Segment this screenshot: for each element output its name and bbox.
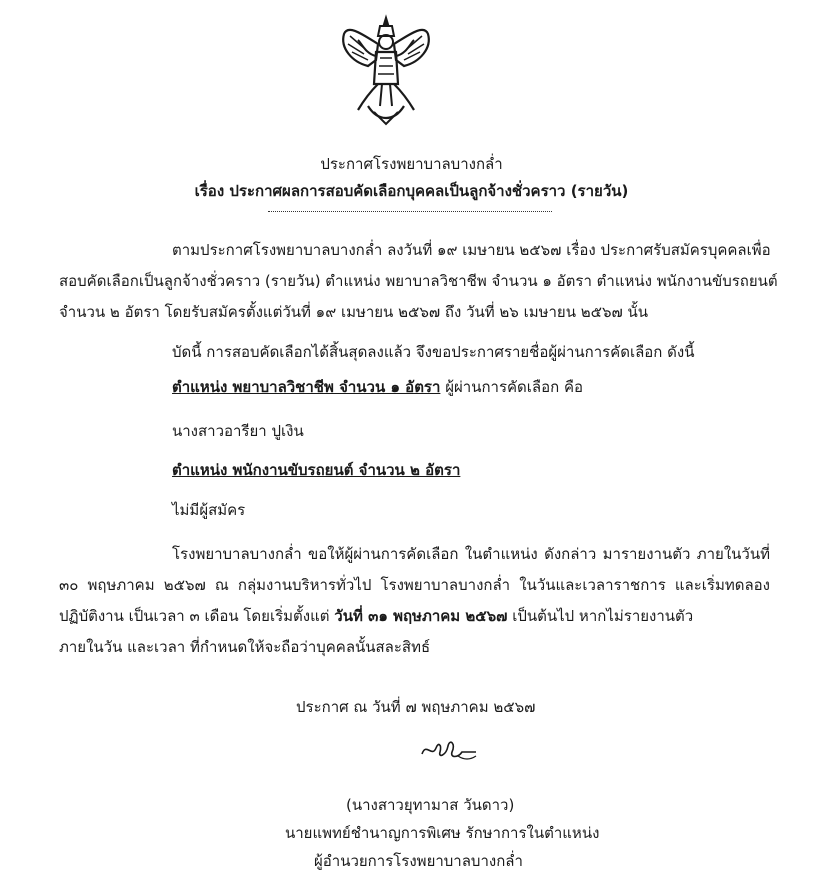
para1-line3: จำนวน ๒ อัตรา โดยรับสมัครตั้งแต่วันที่ ๑๙ เมษายน ๒๕๖๗ ถึง วันที่ ๒๖ เมษายน ๒๕๖๗ นั้น [59, 303, 649, 321]
para3-line3-end: เป็นต้นไป หากไม่รายงานตัว [507, 607, 694, 625]
garuda-emblem-icon [338, 14, 434, 126]
position1-label: ตำแหน่ง พยาบาลวิชาชีพ จำนวน ๑ อัตรา [172, 378, 441, 396]
signer-title: นายแพทย์ชำนาญการพิเศษ รักษาการในตำแหน่ง [285, 824, 600, 842]
para1-line2: สอบคัดเลือกเป็นลูกจ้างชั่วคราว (รายวัน) ตำแหน่ง พยาบาลวิชาชีพ จำนวน ๑ อัตรา ตำแหน่ง พนักงานขับรถยนต์ [59, 272, 778, 290]
signer-role: ผู้อำนวยการโรงพยาบาลบางกล่ำ [314, 852, 523, 870]
para3-line3-start: ปฏิบัติงาน เป็นเวลา ๓ เดือน โดยเริ่มตั้งแต่ [59, 607, 330, 625]
announce-date: ประกาศ ณ วันที่ ๗ พฤษภาคม ๒๕๖๗ [296, 698, 536, 716]
para3-line4: ภายในวัน และเวลา ที่กำหนดให้จะถือว่าบุคคลนั้นสละสิทธ์ [59, 638, 431, 656]
para1-line1: ตามประกาศโรงพยาบาลบางกล่ำ ลงวันที่ ๑๙ เมษายน ๒๕๖๗ เรื่อง ประกาศรับสมัครบุคคลเพื่อ [172, 241, 771, 259]
para3-line2: ๓๐ พฤษภาคม ๒๕๖๗ ณ กลุ่มงานบริหารทั่วไป โรงพยาบาลบางกล่ำ ในวันและเวลาราชการ และเริ่มทดลอง [59, 576, 770, 594]
para3-line3 [59, 606, 693, 626]
position1-row [172, 377, 583, 397]
para2: บัดนี้ การสอบคัดเลือกได้สิ้นสุดลงแล้ว จึงขอประกาศรายชื่อผู้ผ่านการคัดเลือก ดังนี้ [172, 343, 695, 361]
announcement-subject: เรื่อง ประกาศผลการสอบคัดเลือกบุคคลเป็นลูกจ้างชั่วคราว (รายวัน) [194, 182, 629, 200]
report-deadline: วันที่ ๓๑ พฤษภาคม ๒๕๖๗ [334, 607, 508, 625]
position2-label: ตำแหน่ง พนักงานขับรถยนต์ จำนวน ๒ อัตรา [172, 461, 461, 479]
position2-result: ไม่มีผู้สมัคร [172, 501, 246, 519]
position1-suffix: ผู้ผ่านการคัดเลือก คือ [440, 378, 584, 396]
announcement-title: ประกาศโรงพยาบาลบางกล่ำ [320, 155, 503, 173]
para3-line1: โรงพยาบาลบางกล่ำ ขอให้ผู้ผ่านการคัดเลือก ในตำแหน่ง ดังกล่าว มารายงานตัว ภายในวันที่ [172, 545, 770, 563]
signature-icon [418, 736, 480, 764]
signer-name: (นางสาวยุทามาส วันดาว) [346, 796, 515, 814]
header-divider [268, 211, 552, 212]
position1-person: นางสาวอารียา ปูเงิน [172, 422, 304, 440]
